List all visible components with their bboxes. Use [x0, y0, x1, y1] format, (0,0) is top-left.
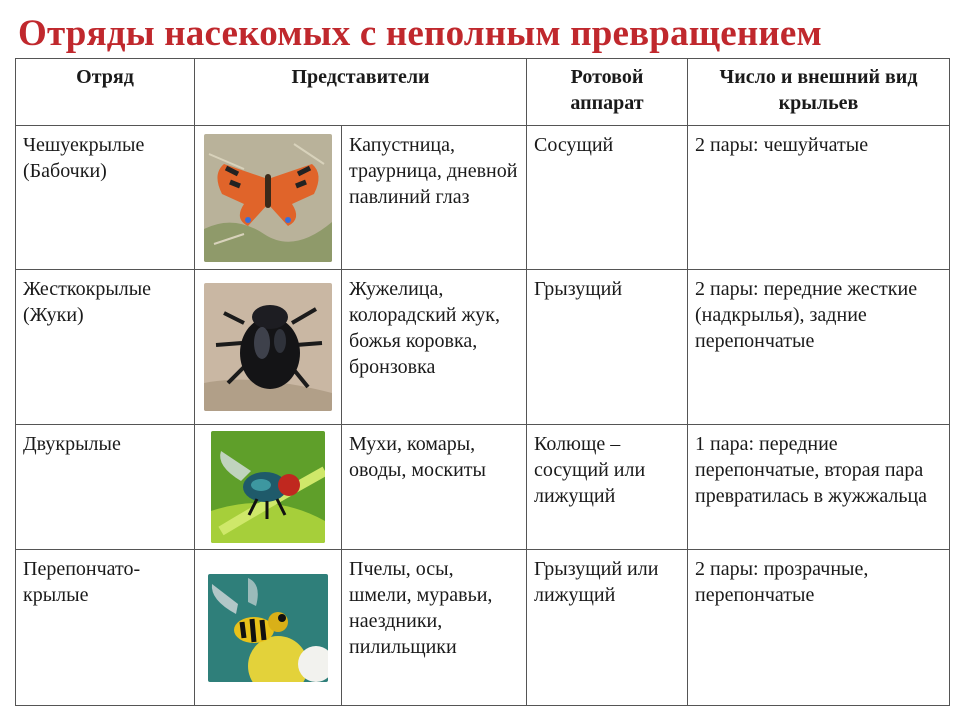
order-cell: Двукрылые [16, 425, 195, 550]
header-mouthparts: Ротовой аппарат [527, 59, 688, 126]
mouthparts-cell: Колюще – сосущий или лижущий [527, 425, 688, 550]
mouthparts-cell: Грызущий или лижущий [527, 550, 688, 706]
wings-cell: 1 пара: передние перепончатые, вторая пара превратилась в жужжальца [688, 425, 950, 550]
mouthparts-cell: Сосущий [527, 126, 688, 270]
wasp-photo-icon [208, 574, 328, 682]
table-row [16, 425, 950, 550]
order-cell: Перепончато-крылые [16, 550, 195, 706]
image-cell [195, 270, 342, 425]
header-wings: Число и внешний вид крыльев [688, 59, 950, 126]
wings-cell: 2 пары: чешуйчатые [688, 126, 950, 270]
wings-cell: 2 пары: передние жесткие (надкрылья), задние перепончатые [688, 270, 950, 425]
fly-photo-icon [211, 431, 325, 543]
image-cell [195, 425, 342, 550]
representatives-cell: Жужелица, колорадский жук, божья коровка, бронзовка [342, 270, 527, 425]
beetle-photo-icon [204, 283, 332, 411]
image-cell [195, 550, 342, 706]
order-cell: Жесткокрылые (Жуки) [16, 270, 195, 425]
mouthparts-cell: Грызущий [527, 270, 688, 425]
wings-cell: 2 пары: прозрачные, перепончатые [688, 550, 950, 706]
page-title: Отряды насекомых с неполным превращением [18, 13, 822, 54]
table-row [16, 126, 950, 270]
table-row [16, 270, 950, 425]
representatives-cell: Капустница, траурница, дневной павлиний глаз [342, 126, 527, 270]
order-cell: Чешуекрылые (Бабочки) [16, 126, 195, 270]
table-row [16, 550, 950, 706]
table-header-row [16, 59, 950, 126]
header-representatives: Представители [195, 59, 527, 126]
butterfly-photo-icon [204, 134, 332, 262]
image-cell [195, 126, 342, 270]
representatives-cell: Мухи, комары, оводы, москиты [342, 425, 527, 550]
header-order: Отряд [16, 59, 195, 126]
insect-orders-table [15, 58, 950, 706]
representatives-cell: Пчелы, осы, шмели, муравьи, наездники, пилильщики [342, 550, 527, 706]
